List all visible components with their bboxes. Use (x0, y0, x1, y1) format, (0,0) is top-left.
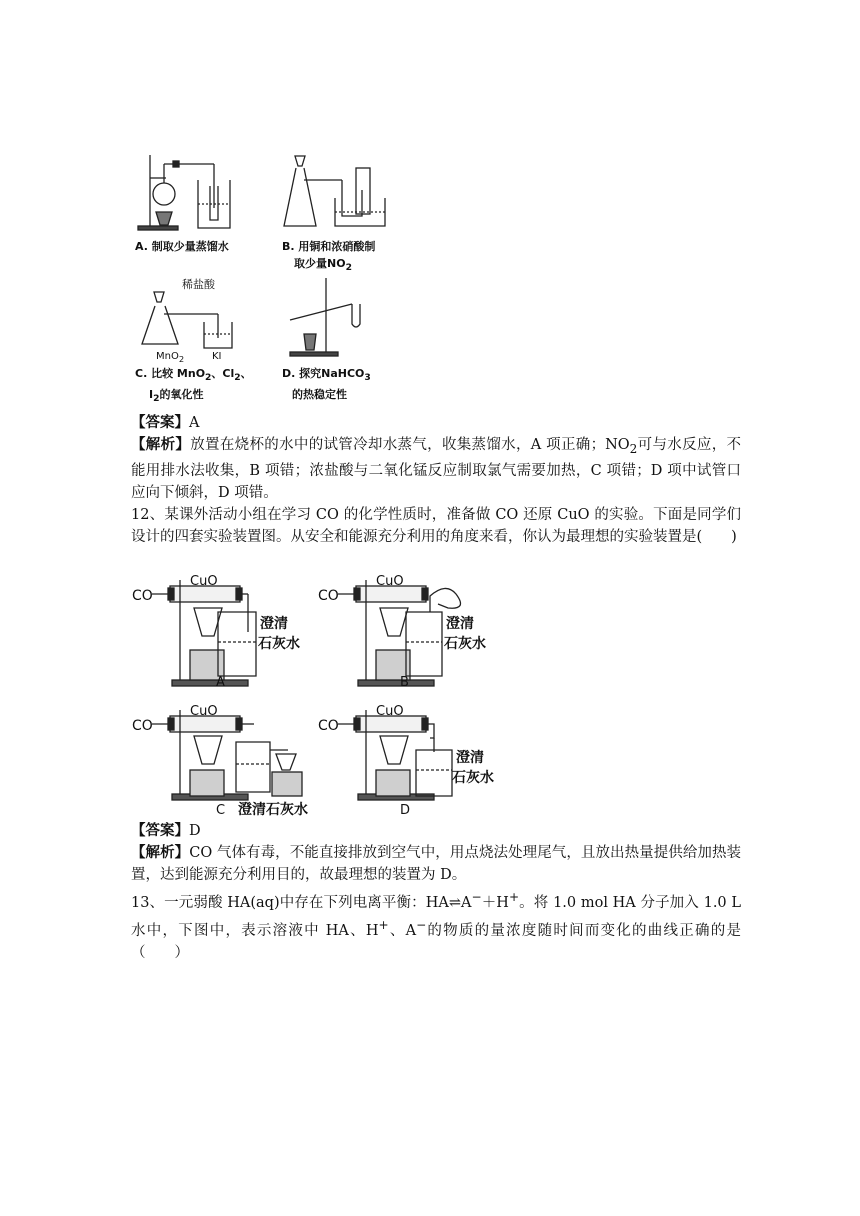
lime-label-b-2: 石灰水 (444, 636, 486, 652)
q11-analysis (131, 434, 741, 504)
caption-d (282, 365, 371, 403)
caption-c-line2-sub: 2 (153, 393, 160, 405)
cuo-label-c: CuO (190, 704, 218, 719)
q13-part4: 。将 1.0 mol HA 分子加入 1.0 L 水中，下图中，表示溶液中 HA、H (131, 894, 741, 939)
caption-c-line2 (135, 386, 252, 407)
setup-d-letter: D (400, 803, 411, 818)
q12-analysis-label: 【解析】 (131, 845, 190, 861)
lime-label-a-1: 澄清 (260, 616, 288, 632)
q13-part1: 13、一元弱酸 HA(aq)中存在下列电离平衡：HA (131, 894, 449, 911)
lime-label-b-1: 澄清 (446, 616, 474, 632)
q13-part2: A (460, 894, 472, 911)
apparatus-d-drawing (290, 278, 360, 356)
q13-part3: ＋H (481, 894, 509, 911)
setup-b-letter: B (400, 675, 409, 690)
q11-analysis-part2: 可与水反应，不能用排水法收集，B 项错；浓盐酸与二氧化锰反应制取氯气需要加热，C 项错；D 项中试管口应向下倾斜，D 项错。 (131, 437, 742, 501)
setup-b-drawing (338, 580, 461, 686)
q13-sup4: − (416, 917, 427, 932)
q12-analysis (131, 842, 741, 886)
q12-answer-value: D (189, 823, 201, 839)
q12-answer-label: 【答案】 (131, 823, 189, 839)
q12-answer (131, 820, 741, 842)
caption-c (135, 365, 252, 407)
cuo-label-b: CuO (376, 574, 404, 589)
caption-a (135, 238, 229, 255)
label-ki-text: KI (212, 351, 222, 362)
equilibrium-arrow-icon: ⇌ (448, 894, 461, 911)
caption-c-sub1: 2 (205, 372, 212, 384)
q11-answer-value: A (189, 415, 200, 431)
caption-c-part2: 、Cl (211, 367, 235, 380)
caption-d-line1 (282, 365, 371, 386)
q13-sup2: + (508, 890, 520, 904)
q11-analysis-sub: 2 (629, 441, 638, 456)
setup-d-drawing (338, 710, 452, 800)
caption-b-line2-sub: 2 (345, 262, 352, 274)
label-ki (212, 348, 222, 365)
caption-c-line2-part1: I (149, 388, 154, 402)
q13-sup1: − (471, 890, 482, 904)
q13-part6: 的物质的量浓度随时间而变化的曲线正确的是（ ） (131, 922, 741, 961)
caption-c-line2-part2: 的氧化性 (159, 388, 204, 402)
q13-stem (131, 886, 741, 964)
q13-part5: 、A (388, 922, 417, 939)
caption-d-part1: D. 探究NaHCO (282, 367, 365, 380)
q12-q13-block (131, 820, 741, 964)
q11-block (131, 412, 741, 548)
label-dilute-hcl-text: 稀盐酸 (182, 278, 215, 291)
co-label-d: CO (318, 718, 339, 734)
q11-analysis-part1: 放置在烧杯的水中的试管冷却水蒸气，收集蒸馏水，A 项正确；NO (190, 437, 630, 453)
setup-a-letter: A (216, 675, 225, 690)
caption-a-text: A. 制取少量蒸馏水 (135, 240, 229, 253)
apparatus-c-drawing (142, 292, 232, 348)
q13-sup3: + (378, 917, 389, 932)
co-label-b: CO (318, 588, 339, 604)
setup-c-letter: C (216, 803, 226, 818)
caption-b-line1: B. 用铜和浓硝酸制 (282, 240, 376, 253)
q11-answer-label: 【答案】 (131, 415, 189, 431)
apparatus-a-drawing (138, 155, 230, 230)
apparatus-b-drawing (284, 156, 385, 226)
lime-label-c: 澄清石灰水 (238, 802, 308, 818)
cuo-label-d: CuO (376, 704, 404, 719)
lime-label-d-2: 石灰水 (452, 770, 494, 786)
q12-figure-apparatus (130, 574, 502, 820)
q12-stem: 12、某课外活动小组在学习 CO 的化学性质时，准备做 CO 还原 CuO 的实验。下面是同学们设计的四套实验装置图。从安全和能源充分利用的角度来看，你认为最理想的实验装置是( ) (131, 506, 741, 545)
caption-b (282, 238, 375, 276)
caption-c-sub2: 2 (234, 372, 241, 384)
caption-c-part1: C. 比较 MnO (135, 367, 206, 380)
caption-c-line1 (135, 365, 252, 386)
caption-b-line2 (282, 255, 375, 276)
caption-b-line2-text: 取少量NO (294, 257, 346, 270)
q12-analysis-text: CO 气体有毒，不能直接排放到空气中，用点烧法处理尾气，且放出热量提供给加热装置，达到能源充分利用目的，故最理想的装置为 D。 (131, 845, 742, 883)
label-dilute-hcl (182, 276, 215, 293)
lime-label-a-2: 石灰水 (258, 636, 300, 652)
caption-c-part3: 、 (240, 367, 252, 380)
label-mno2-sub: 2 (178, 354, 185, 364)
co-label-a: CO (132, 588, 153, 604)
label-mno2-text: MnO (156, 351, 179, 362)
co-label-c: CO (132, 718, 153, 734)
caption-d-sub: 3 (364, 372, 371, 384)
q11-answer (131, 412, 741, 434)
cuo-label-a: CuO (190, 574, 218, 589)
caption-d-line2: 的热稳定性 (292, 388, 347, 402)
q11-analysis-label: 【解析】 (131, 437, 191, 453)
lime-label-d-1: 澄清 (456, 750, 484, 766)
setup-a-drawing (152, 580, 256, 686)
setup-c-drawing (152, 710, 302, 800)
